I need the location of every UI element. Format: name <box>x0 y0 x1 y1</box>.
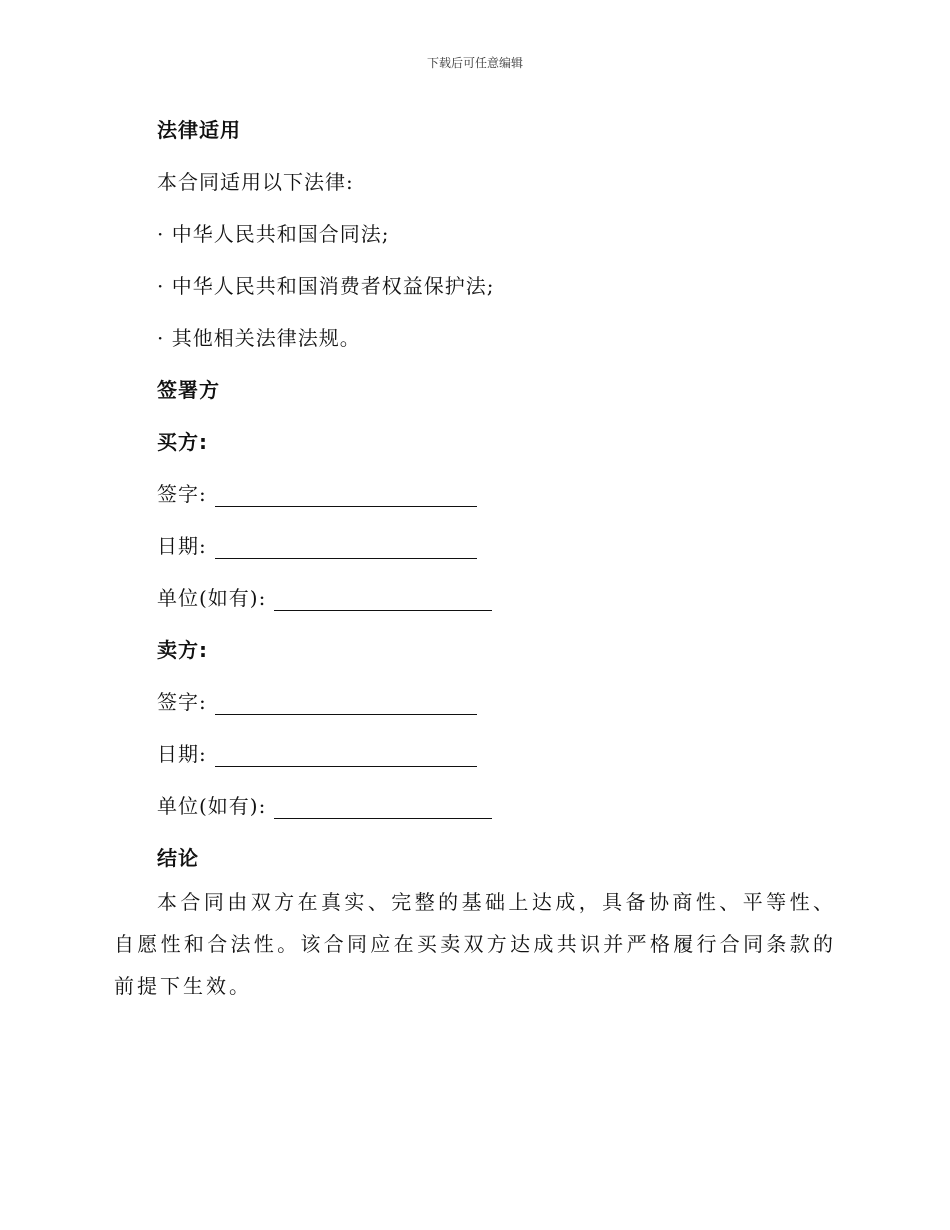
header-note: 下载后可任意编辑 <box>426 56 523 70</box>
seller-date-label: 日期: <box>157 742 207 766</box>
buyer-sign-label: 签字: <box>157 482 207 506</box>
law-intro: 本合同适用以下法律: <box>157 170 354 194</box>
seller-unit-label: 单位(如有): <box>157 794 267 818</box>
buyer-date-label: 日期: <box>157 534 207 558</box>
seller-date-row <box>157 738 477 767</box>
law-heading: 法律适用 <box>157 118 241 142</box>
seller-heading: 卖方: <box>157 638 208 662</box>
conclusion-heading: 结论 <box>157 846 199 870</box>
signatories-heading: 签署方 <box>157 378 220 402</box>
buyer-unit-label: 单位(如有): <box>157 586 267 610</box>
seller-date-line[interactable] <box>215 746 477 767</box>
seller-unit-row <box>157 790 492 819</box>
law-item-1: · 中华人民共和国合同法; <box>157 222 390 246</box>
seller-unit-line[interactable] <box>274 798 492 819</box>
buyer-unit-row <box>157 582 492 611</box>
law-item-3: · 其他相关法律法规。 <box>157 326 361 350</box>
buyer-heading: 买方: <box>157 430 208 454</box>
law-item-2: · 中华人民共和国消费者权益保护法; <box>157 274 495 298</box>
seller-sign-row <box>157 686 477 715</box>
buyer-date-line[interactable] <box>215 538 477 559</box>
buyer-sign-line[interactable] <box>215 486 477 507</box>
buyer-date-row <box>157 530 477 559</box>
buyer-unit-line[interactable] <box>274 590 492 611</box>
conclusion-text: 本合同由双方在真实、完整的基础上达成，具备协商性、平等性、自愿性和合法性。该合同应在买卖双方达成共识并严格履行合同条款的前提下生效。 <box>114 890 836 998</box>
seller-sign-line[interactable] <box>215 694 477 715</box>
seller-sign-label: 签字: <box>157 690 207 714</box>
buyer-sign-row <box>157 478 477 507</box>
